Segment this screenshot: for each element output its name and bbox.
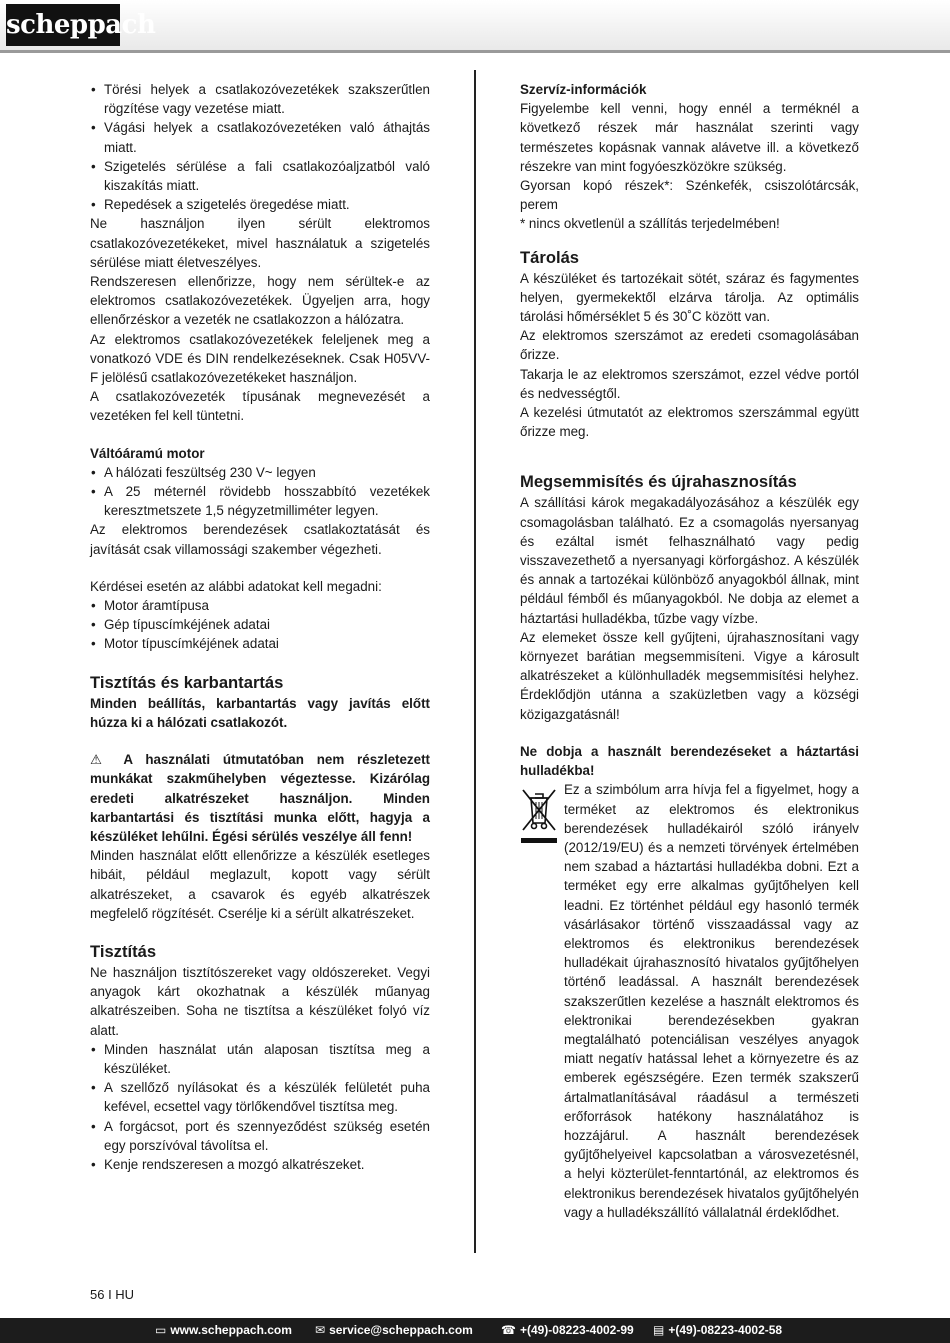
monitor-icon: ▭	[155, 1323, 167, 1337]
paragraph: Az elektromos csatlakozóvezetékek feleljenek meg a vonatkozó VDE és DIN rendelkezéseknek. Csak H05VV-F jelölésű csatlakozóvezetékeket használjon.	[90, 331, 430, 386]
right-column	[520, 80, 859, 1222]
section-heading: Megsemmisítés és újrahasznosítás	[520, 472, 797, 492]
list-item: • A forgácsot, port és szennyeződést szükség esetén egy porszívóval távolítsa el.	[90, 1117, 430, 1155]
section-heading: Tárolás	[520, 247, 580, 267]
section-subheading: Szervíz-információk	[520, 82, 647, 97]
weee-text: Ez a szimbólum arra hívja fel a figyelmet, hogy a terméket az elektromos és elektronikus berendezések hulladékairól szóló irányelv (2012/19/EU) és a nemzeti törvények értelmében nem szabad a háztartási hulladékba dobni. Ezt a terméket egy erre alkalmas gyűjtőhelyen kell leadni. Ez történhet például egy hasonló termék vásárlásakor történő visszaadással vagy az elektromos és elektronikus berendezések hulladékait újrahasznosító hivatalos gyűjtőhelyen történő leadással. A használt berendezések szakszerűtlen kezelése a használt elektromos és elektronikai berendezésekben gyakran megtalálható potenciálisan veszélyes anyagok miatt negatív hatással lehet a környezetre és az emberek egészségére. Ezen termék szakszerű ártalmatlanításával ráadásul a természeti erőforrások hatékony használatához is hozzájárul. A használt berendezések gyűjtőhelyeivel kapcsolatban a városvezetésnél, a helyi közterület-fenntartónál, az elektromos és elektronikus berendezések hivatalos gyűjtőhelyén vagy a hulladékszállító vállalatnál érdeklődhet.	[564, 782, 859, 1220]
fax-icon: ▤	[653, 1323, 665, 1337]
list-item: • A 25 méternél rövidebb hosszabbító vezetékek keresztmetszete 1,5 négyzetmilliméter legyen.	[90, 482, 430, 520]
household-waste-notice: Ne dobja a használt berendezéseket a háztartási hulladékba!	[520, 743, 859, 779]
mail-icon: ✉	[315, 1323, 326, 1337]
page-footer	[0, 1318, 950, 1343]
paragraph: Kérdései esetén az alábbi adatokat kell megadni:	[90, 578, 382, 594]
phone-number: +(49)-08223-4002-99	[519, 1323, 634, 1337]
motor-bullet-list	[90, 463, 430, 521]
warning-notice	[90, 750, 430, 846]
weee-paragraph	[520, 780, 859, 1222]
phone-icon: ☎	[501, 1323, 516, 1337]
paragraph: A szállítási károk megakadályozásához a készülék egy csomagolásban található. Ez a csomagolás nyersanyag és ezáltal ismét felhasználható vagy pedig visszavezethető a nyersanyagi körforgáshoz. A készülék és annak a tartozékai különböző anyagokból állnak, mint például fémből és műanyagokból. Ne dobja az elemet a háztartási hulladékba, tűzbe vagy vízbe.	[520, 495, 859, 626]
fax-number: +(49)-08223-4002-58	[668, 1323, 783, 1337]
warning-text: A használati útmutatóban nem részletezett munkákat szakműhelyben végeztesse. Kizárólag eredeti alkatrészeket használjon. Minden karbantartási és tisztítási munka előtt, hagyja a készüléket lehűlni. Égési sérülés veszélye áll fenn!	[90, 752, 430, 844]
list-item: • Repedések a szigetelés öregedése miatt.	[90, 195, 430, 214]
paragraph: Gyorsan kopó részek*: Szénkefék, csiszolótárcsák, perem	[520, 178, 859, 213]
footer-fax	[653, 1318, 782, 1343]
question-bullet-list	[90, 596, 430, 654]
footer-email	[315, 1318, 473, 1343]
paragraph: A csatlakozóvezeték típusának megnevezését a vezetéken fel kell tüntetni.	[90, 389, 430, 424]
list-item: • A hálózati feszültség 230 V~ legyen	[90, 463, 430, 482]
paragraph: Minden használat előtt ellenőrizze a készülék esetleges hibáit, például meglazult, kopott vagy sérült alkatrészeket, a csavarok és egyéb alkatrészek megfelelő rögzítését. Cserélje ki a sérült alkatrészeket.	[90, 848, 430, 921]
paragraph: * nincs okvetlenül a szállítás terjedelmében!	[520, 216, 780, 232]
footer-web	[155, 1318, 292, 1343]
paragraph: Rendszeresen ellenőrizze, hogy nem sérültek-e az elektromos csatlakozóvezetékek. Ügyeljen arra, hogy ellenőrzéskor a vezeték ne csatlakozzon a hálózatra.	[90, 274, 430, 328]
section-subheading: Váltóáramú motor	[90, 445, 205, 461]
left-column	[90, 80, 430, 1174]
brand-logo: scheppach	[6, 4, 120, 46]
web-address: www.scheppach.com	[170, 1323, 292, 1337]
list-item: • Minden használat után alaposan tisztítsa meg a készüléket.	[90, 1040, 430, 1078]
paragraph: Ne használjon tisztítószereket vagy oldószereket. Vegyi anyagok kárt okozhatnak a készülék műanyag alkatrészeiben. Soha ne tisztítsa a készüléket folyó víz alatt.	[90, 964, 430, 1038]
section-heading: Tisztítás és karbantartás	[90, 672, 284, 692]
list-item: • Gép típuscímkéjének adatai	[90, 615, 430, 634]
cleaning-bullet-list	[90, 1040, 430, 1174]
paragraph: A kezelési útmutatót az elektromos szerszámmal együtt őrizze meg.	[520, 405, 859, 440]
list-item: • Kenje rendszeresen a mozgó alkatrészeket.	[90, 1155, 430, 1174]
list-item: • Szigetelés sérülése a fali csatlakozóaljzatból való kiszakítás miatt.	[90, 157, 430, 195]
paragraph: Az elektromos berendezések csatlakoztatását és javítását csak villamossági szakember végezheti.	[90, 522, 430, 557]
footer-phone	[501, 1318, 634, 1343]
paragraph: Ne használjon ilyen sérült elektromos csatlakozóvezetékeket, mivel használatuk a szigetelés sérülése miatt életveszélyes.	[90, 216, 430, 270]
weee-block	[520, 780, 859, 1222]
page-header	[0, 0, 950, 53]
damage-bullet-list	[90, 80, 430, 214]
column-divider	[474, 70, 476, 1253]
list-item: • Törési helyek a csatlakozóvezetékek szakszerűtlen rögzítése vagy vezetése miatt.	[90, 80, 430, 118]
list-item: • Vágási helyek a csatlakozóvezetéken való áthajtás miatt.	[90, 118, 430, 156]
paragraph: Az elektromos szerszámot az eredeti csomagolásában őrizze.	[520, 328, 859, 363]
crossed-bin-icon	[520, 786, 558, 844]
list-item: • Motor típuscímkéjének adatai	[90, 634, 430, 653]
paragraph: Az elemeket össze kell gyűjteni, újrahasznosítani vagy környezet barátian megsemmisíteni. Vigye a károsult alkatrészeket a különhulladék megsemmisítési helyhez. Érdeklődjön utánna a szaküzletben vagy a községi közigazgatásnál!	[520, 629, 859, 722]
list-item: • Motor áramtípusa	[90, 596, 430, 615]
paragraph: Takarja le az elektromos szerszámot, ezzel védve portól és nedvességtől.	[520, 366, 859, 401]
paragraph: A készüléket és tartozékait sötét, száraz és fagymentes helyen, gyermekektől elzárva tárolja. Az optimális tárolási hőmérséklet 5 és 30˚C között van.	[520, 270, 859, 325]
unplug-notice: Minden beállítás, karbantartás vagy javítás előtt húzza ki a hálózati csatlakozót.	[90, 695, 430, 730]
page-number: 56 I HU	[90, 1287, 135, 1302]
paragraph: Figyelembe kell venni, hogy ennél a terméknél a következő részek már használat szerinti vagy természetes kopásnak vannak alávetve ill. a következő részekre van mint fogyóeszközökre szükség.	[520, 101, 859, 174]
email-address: service@scheppach.com	[329, 1323, 473, 1337]
section-heading: Tisztítás	[90, 941, 157, 961]
warning-icon: ⚠	[90, 752, 112, 768]
list-item: • A szellőző nyílásokat és a készülék felületét puha kefével, ecsettel vagy törlőkendővel tisztítsa meg.	[90, 1078, 430, 1116]
